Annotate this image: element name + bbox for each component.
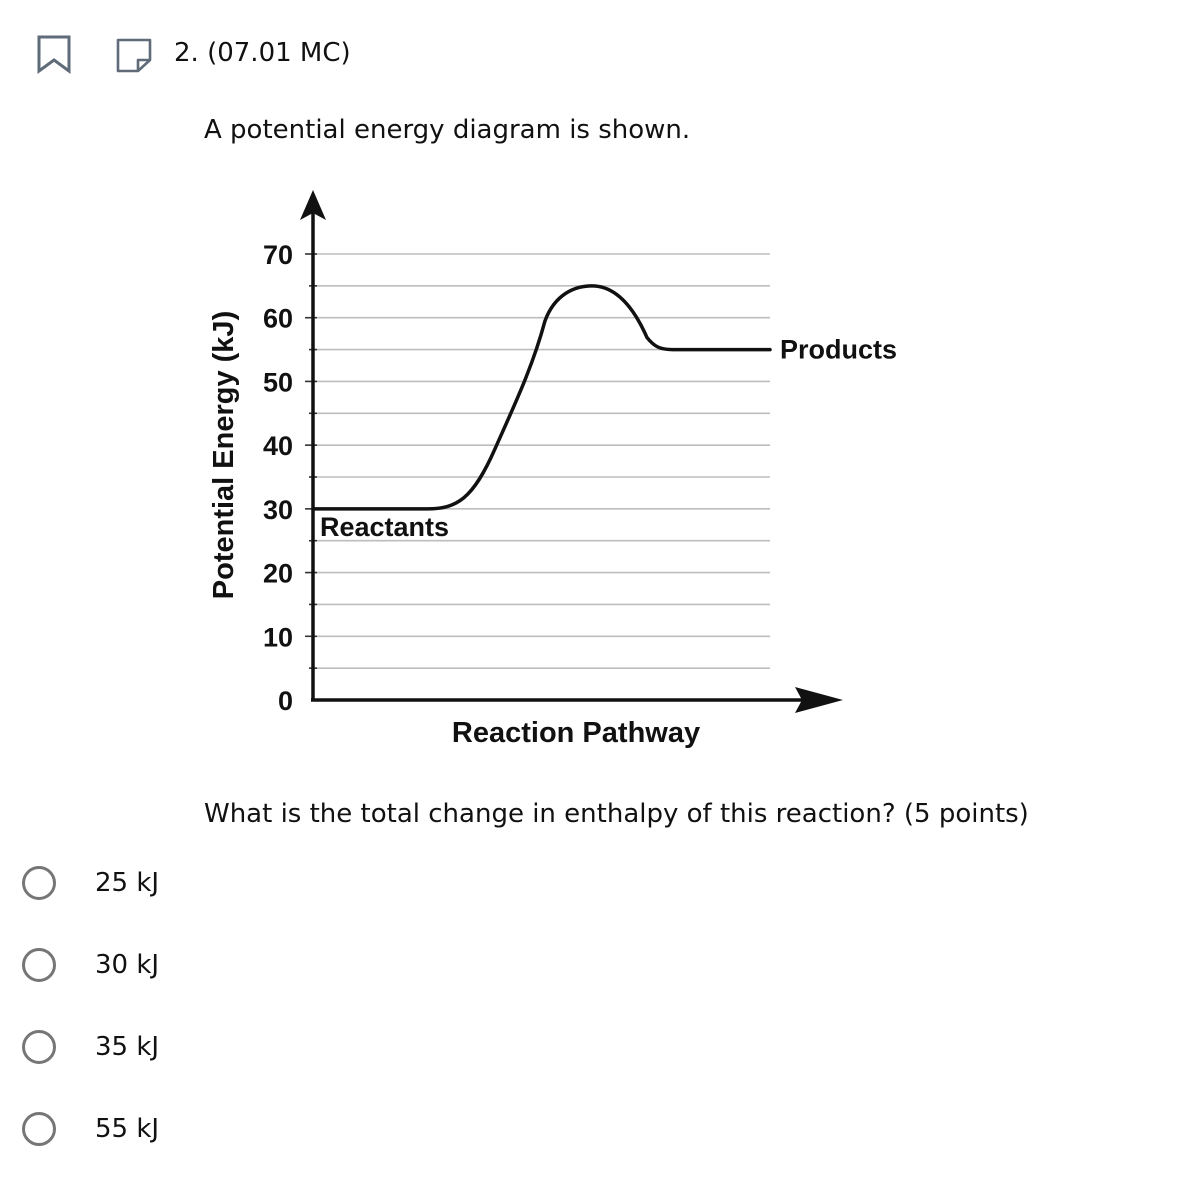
answer-option-1[interactable] [18, 862, 318, 910]
potential-energy-diagram [195, 180, 915, 760]
products-label: Products [780, 334, 898, 365]
y-tick-label: 30 [262, 494, 293, 525]
radio-button[interactable] [22, 1112, 56, 1146]
y-tick-label: 60 [262, 303, 293, 334]
bookmark-button[interactable] [36, 34, 72, 74]
radio-button[interactable] [22, 948, 56, 982]
y-tick-label: 20 [262, 558, 293, 589]
answer-option-4[interactable] [18, 1108, 318, 1156]
answer-option-label: 35 kJ [95, 1032, 160, 1062]
x-axis-arrow [795, 687, 843, 713]
answer-option-3[interactable] [18, 1026, 318, 1074]
x-axis-label: Reaction Pathway [451, 717, 701, 749]
answer-option-label: 25 kJ [95, 868, 160, 898]
y-tick-label: 10 [262, 622, 293, 653]
y-tick-label: 50 [262, 367, 293, 398]
question-number: 2. (07.01 MC) [174, 38, 351, 68]
y-tick-label: 0 [277, 686, 293, 716]
answer-option-2[interactable] [18, 944, 318, 992]
note-button[interactable] [114, 36, 154, 74]
y-axis-label: Potential Energy (kJ) [208, 310, 240, 600]
bookmark-icon [36, 34, 72, 74]
radio-button[interactable] [22, 1030, 56, 1064]
chart-svg [195, 180, 915, 760]
note-icon [114, 36, 154, 74]
reactants-label: Reactants [320, 511, 450, 542]
y-ticks [263, 240, 317, 716]
energy-curve [313, 286, 770, 509]
radio-button[interactable] [22, 866, 56, 900]
y-tick-label: 40 [262, 431, 293, 462]
question-text: What is the total change in enthalpy of this reaction? (5 points) [204, 799, 1029, 829]
grid-lines [313, 254, 770, 668]
y-tick-label: 70 [262, 240, 293, 270]
answer-option-label: 55 kJ [95, 1114, 160, 1144]
question-prompt: A potential energy diagram is shown. [204, 115, 691, 145]
answer-option-label: 30 kJ [95, 950, 160, 980]
